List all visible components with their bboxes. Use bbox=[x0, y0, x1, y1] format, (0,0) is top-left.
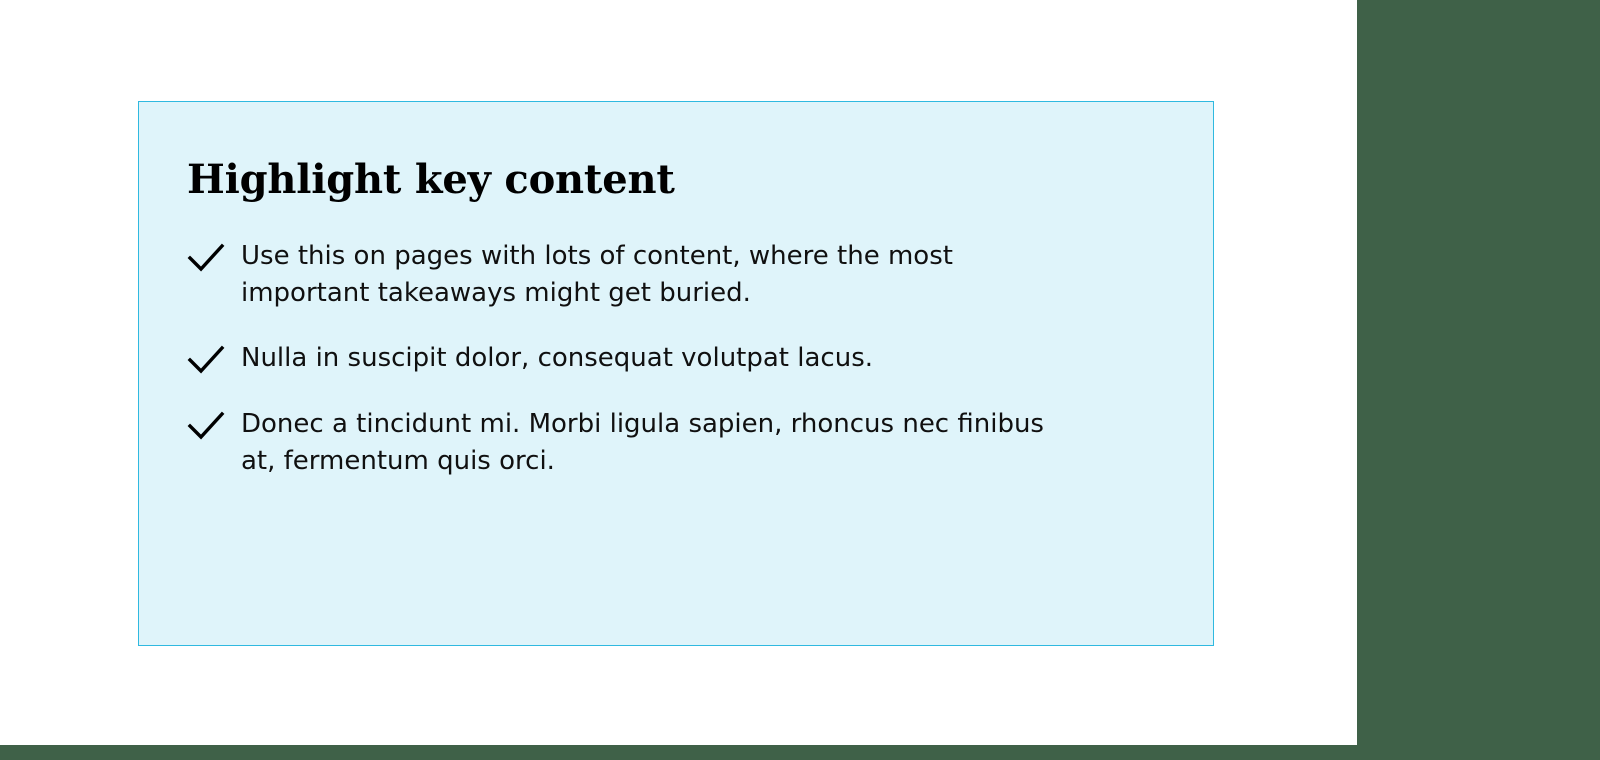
highlight-callout-box bbox=[138, 101, 1214, 646]
list-item bbox=[139, 340, 1213, 378]
list-item-label: Nulla in suscipit dolor, consequat volutpat lacus. bbox=[241, 342, 873, 373]
list-item bbox=[139, 406, 1213, 480]
checklist bbox=[139, 202, 1213, 480]
list-item-label: Use this on pages with lots of content, where the most important takeaways might get buried. bbox=[241, 241, 953, 308]
check-icon bbox=[187, 344, 225, 378]
list-item-label: Donec a tincidunt mi. Morbi ligula sapien, rhoncus nec finibus at, fermentum quis orci. bbox=[241, 408, 1044, 476]
check-icon bbox=[187, 410, 225, 444]
list-item bbox=[139, 238, 1213, 312]
callout-title: Highlight key content bbox=[187, 156, 675, 203]
check-icon bbox=[187, 242, 225, 276]
